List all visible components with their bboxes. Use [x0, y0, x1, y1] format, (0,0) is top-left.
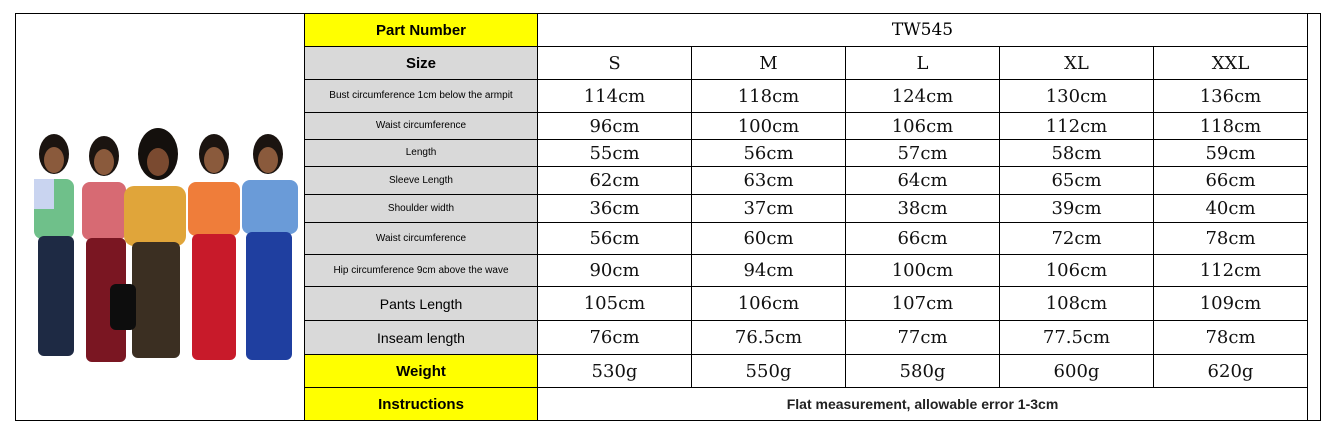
cell: 106cm: [692, 287, 846, 321]
cell: 106cm: [846, 113, 1000, 140]
cell: 77cm: [846, 321, 1000, 355]
cell: 100cm: [846, 255, 1000, 287]
cell: 114cm: [538, 80, 692, 113]
row-label: Waist circumference: [305, 113, 538, 140]
size-header-row: [305, 47, 1308, 80]
cell: 78cm: [1154, 321, 1308, 355]
cell: 136cm: [1154, 80, 1308, 113]
model-1: [34, 134, 74, 356]
models-illustration: [16, 14, 304, 420]
row-label: Shoulder width: [305, 195, 538, 223]
cell: 57cm: [846, 140, 1000, 167]
cell: 600g: [1000, 355, 1154, 388]
cell: 112cm: [1000, 113, 1154, 140]
cell: 130cm: [1000, 80, 1154, 113]
cell: 109cm: [1154, 287, 1308, 321]
row-label: Pants Length: [305, 287, 538, 321]
cell: 59cm: [1154, 140, 1308, 167]
cell: 55cm: [538, 140, 692, 167]
part-number-value: TW545: [538, 14, 1308, 47]
cell: 580g: [846, 355, 1000, 388]
cell: 78cm: [1154, 223, 1308, 255]
cell: 40cm: [1154, 195, 1308, 223]
cell: 39cm: [1000, 195, 1154, 223]
instructions-text: Flat measurement, allowable error 1-3cm: [538, 388, 1308, 421]
instructions-row: [305, 388, 1308, 421]
table-row: [305, 140, 1308, 167]
table-row: [305, 321, 1308, 355]
cell: 63cm: [692, 167, 846, 195]
row-label: Sleeve Length: [305, 167, 538, 195]
part-number-row: [305, 14, 1308, 47]
cell: 38cm: [846, 195, 1000, 223]
cell: 66cm: [846, 223, 1000, 255]
cell: 72cm: [1000, 223, 1154, 255]
cell: 76cm: [538, 321, 692, 355]
size-label: Size: [305, 47, 538, 80]
table-row: [305, 167, 1308, 195]
size-m: M: [692, 47, 846, 80]
table-row: [305, 195, 1308, 223]
model-4: [188, 134, 240, 360]
size-chart-frame: [15, 13, 1321, 421]
cell: 530g: [538, 355, 692, 388]
cell: 76.5cm: [692, 321, 846, 355]
cell: 77.5cm: [1000, 321, 1154, 355]
cell: 106cm: [1000, 255, 1154, 287]
row-label: Length: [305, 140, 538, 167]
table-row: [305, 80, 1308, 113]
cell: 550g: [692, 355, 846, 388]
part-number-label: Part Number: [305, 14, 538, 47]
size-spec-table: [304, 13, 1308, 421]
cell: 58cm: [1000, 140, 1154, 167]
cell: 105cm: [538, 287, 692, 321]
cell: 56cm: [692, 140, 846, 167]
size-xl: XL: [1000, 47, 1154, 80]
table-row: [305, 223, 1308, 255]
cell: 36cm: [538, 195, 692, 223]
table-row: [305, 287, 1308, 321]
cell: 60cm: [692, 223, 846, 255]
product-photo: [16, 14, 304, 420]
instructions-label: Instructions: [305, 388, 538, 421]
size-s: S: [538, 47, 692, 80]
table-row: [305, 255, 1308, 287]
cell: 56cm: [538, 223, 692, 255]
cell: 100cm: [692, 113, 846, 140]
row-label: Inseam length: [305, 321, 538, 355]
cell: 118cm: [1154, 113, 1308, 140]
table-row: [305, 355, 1308, 388]
row-label: Bust circumference 1cm below the armpit: [305, 80, 538, 113]
row-label: Hip circumference 9cm above the wave: [305, 255, 538, 287]
cell: 64cm: [846, 167, 1000, 195]
cell: 62cm: [538, 167, 692, 195]
row-label: Waist circumference: [305, 223, 538, 255]
cell: 90cm: [538, 255, 692, 287]
cell: 94cm: [692, 255, 846, 287]
cell: 108cm: [1000, 287, 1154, 321]
model-5: [242, 134, 298, 360]
cell: 620g: [1154, 355, 1308, 388]
cell: 118cm: [692, 80, 846, 113]
cell: 66cm: [1154, 167, 1308, 195]
cell: 65cm: [1000, 167, 1154, 195]
cell: 37cm: [692, 195, 846, 223]
cell: 124cm: [846, 80, 1000, 113]
cell: 112cm: [1154, 255, 1308, 287]
cell: 96cm: [538, 113, 692, 140]
row-label: Weight: [305, 355, 538, 388]
cell: 107cm: [846, 287, 1000, 321]
size-l: L: [846, 47, 1000, 80]
table-row: [305, 113, 1308, 140]
size-xxl: XXL: [1154, 47, 1308, 80]
